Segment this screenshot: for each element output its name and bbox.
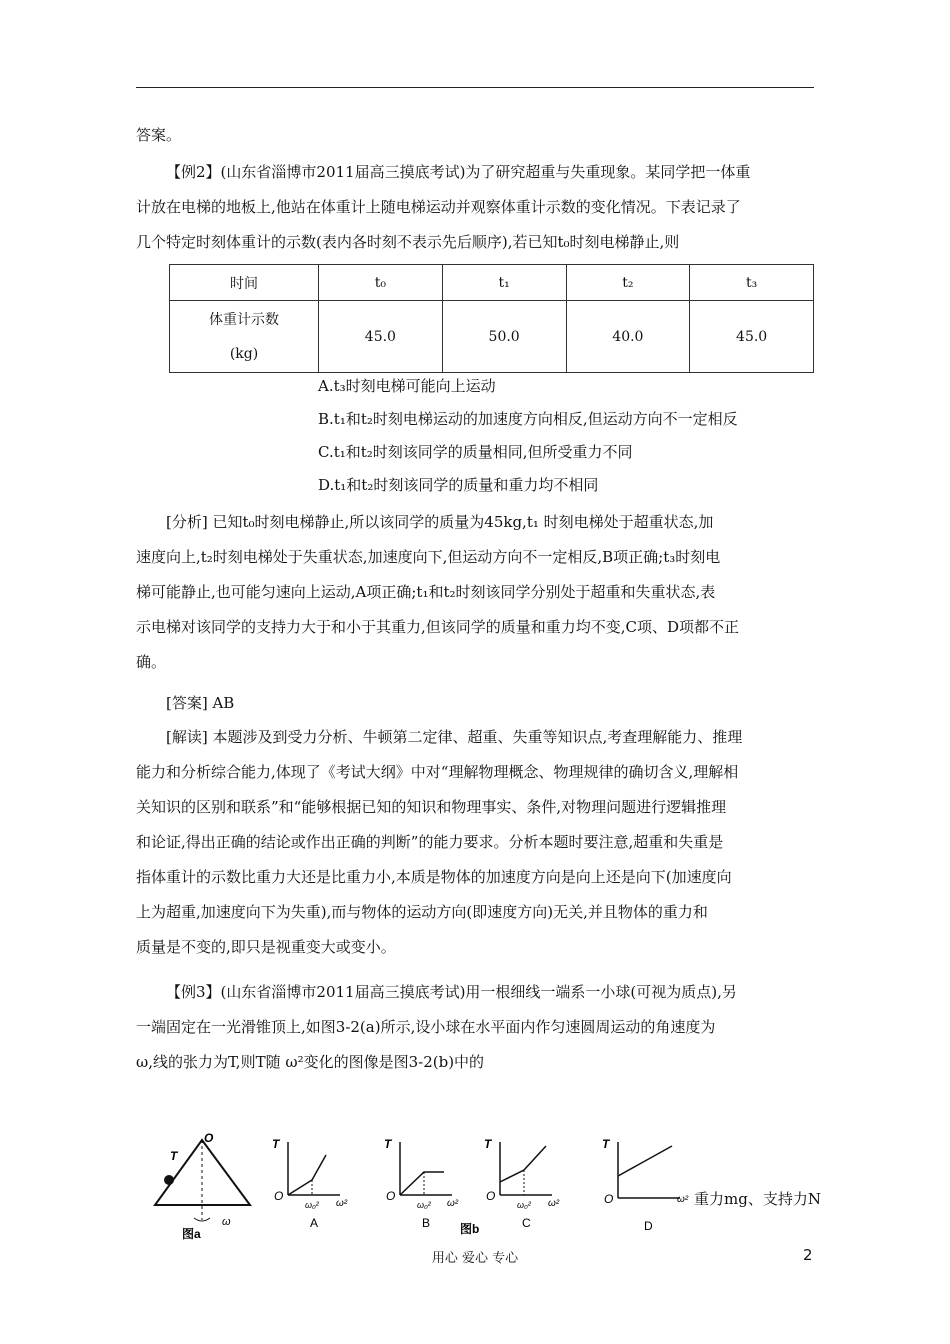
footer-slogan: 用心 爱心 专心	[431, 1251, 519, 1266]
page-number: 2	[803, 1246, 813, 1264]
answer-line: [答案] AB	[166, 694, 235, 712]
example-2-line: 【例2】(山东省淄博市2011届高三摸底考试)为了研究超重与失重现象。某同学把一体重	[166, 163, 751, 181]
fig-b-caption: 图b	[460, 1222, 480, 1236]
option-a: A.t₃时刻电梯可能向上运动	[318, 377, 496, 395]
fig-a-label-O: O	[204, 1131, 214, 1145]
graph-b-T: T	[384, 1137, 392, 1151]
table-time-t2: t₂	[566, 265, 690, 301]
analysis-line: 确。	[136, 653, 167, 671]
graph-a	[288, 1142, 340, 1195]
graph-a-O: O	[274, 1189, 284, 1203]
table-time-t0: t₀	[319, 265, 443, 301]
option-c: C.t₁和t₂时刻该同学的质量相同,但所受重力不同	[318, 443, 633, 461]
graph-b-omega2: ω²	[447, 1198, 459, 1209]
analysis-line: 梯可能静止,也可能匀速向上运动,A项正确;t₁和t₂时刻该同学分别处于超重和失重状态,表	[136, 583, 716, 601]
graph-a-T: T	[272, 1137, 280, 1151]
example-3-text	[136, 975, 814, 1080]
table-header-row	[170, 265, 814, 301]
option-b: B.t₁和t₂时刻电梯运动的加速度方向相反,但运动方向不一定相反	[318, 410, 738, 428]
answer-end-line: 答案。	[136, 126, 182, 144]
analysis-line: 示电梯对该同学的支持力大于和小于其重力,但该同学的质量和重力均不变,C项、D项都不正	[136, 618, 740, 636]
graph-b	[400, 1142, 452, 1195]
table-header-label: 时间	[170, 265, 319, 301]
graph-d-curve	[618, 1146, 672, 1176]
analysis-text	[136, 505, 814, 680]
graph-c-curve	[500, 1146, 546, 1182]
interpretation-line: [解读] 本题涉及到受力分析、牛顿第二定律、超重、失重等知识点,考查理解能力、推理	[166, 728, 743, 746]
graph-d-omega2: ω²	[677, 1194, 689, 1205]
example-3-line: 【例3】(山东省淄博市2011届高三摸底考试)用一根细线一端系一小球(可视为质点),另	[166, 983, 737, 1001]
table-value-t0: 45.0	[319, 301, 443, 373]
graph-c-O: O	[486, 1189, 496, 1203]
graph-a-omega0: ω₀²	[305, 1200, 319, 1210]
example-3-line: 一端固定在一光滑锥顶上,如图3-2(a)所示,设小球在水平面内作匀速圆周运动的角速度为	[136, 1018, 716, 1036]
table-value-t2: 40.0	[566, 301, 690, 373]
graph-c-omega0: ω₀²	[517, 1200, 531, 1210]
fig-a-caption: 图a	[182, 1227, 201, 1241]
graph-b-curve	[400, 1172, 444, 1195]
example-2-line: 计放在电梯的地板上,他站在体重计上随电梯运动并观察体重计示数的变化情况。下表记录了	[136, 198, 741, 216]
fig-a-label-T: T	[170, 1149, 178, 1163]
graph-c	[500, 1142, 552, 1195]
interpretation-line: 和论证,得出正确的结论或作出正确的判断”的能力要求。分析本题时要注意,超重和失重是	[136, 833, 724, 851]
graph-c-T: T	[484, 1137, 492, 1151]
analysis-line: [分析] 已知t₀时刻电梯静止,所以该同学的质量为45kg,t₁ 时刻电梯处于超重状态,加	[166, 513, 714, 531]
header-rule	[136, 87, 814, 88]
table-row-label-line1: 体重计示数	[209, 311, 279, 328]
interpretation-line: 质量是不变的,即只是视重变大或变小。	[136, 938, 396, 956]
option-d: D.t₁和t₂时刻该同学的质量和重力均不相同	[318, 476, 599, 494]
graph-b-omega0: ω₀²	[417, 1200, 431, 1210]
interpretation-line: 指体重计的示数比重力大还是比重力小,本质是物体的加速度方向是向上还是向下(加速度向	[136, 868, 732, 886]
interpretation-line: 关知识的区别和联系”和“能够根据已知的知识和物理事实、条件,对物理问题进行逻辑推理	[136, 798, 727, 816]
weight-scale-table	[169, 264, 814, 373]
interpretation-line: 能力和分析综合能力,体现了《考试大纲》中对“理解物理概念、物理规律的确切含义,理解相	[136, 763, 739, 781]
graph-d-label: D	[644, 1219, 653, 1233]
example-2-text	[136, 155, 814, 260]
graph-d-O: O	[604, 1192, 614, 1206]
table-time-t3: t₃	[690, 265, 814, 301]
overlapping-text-fragment: 重力mg、支持力N	[694, 1190, 821, 1208]
interpretation-text	[136, 720, 814, 965]
example-3-line: ω,线的张力为T,则T随 ω²变化的图像是图3-2(b)中的	[136, 1053, 485, 1071]
graph-c-label: C	[522, 1216, 531, 1230]
interpretation-line: 上为超重,加速度向下为失重),而与物体的运动方向(即速度方向)无关,并且物体的重力和	[136, 903, 708, 921]
graph-a-curve	[288, 1155, 326, 1195]
graph-d	[618, 1142, 680, 1198]
table-row-label	[170, 301, 319, 373]
table-row-label-line2: (kg)	[229, 345, 259, 362]
graph-b-O: O	[386, 1189, 396, 1203]
ball	[164, 1175, 174, 1185]
graph-c-omega2: ω²	[548, 1198, 560, 1209]
graph-b-label: B	[422, 1216, 431, 1230]
example-2-line: 几个特定时刻体重计的示数(表内各时刻不表示先后顺序),若已知t₀时刻电梯静止,则	[136, 233, 680, 251]
graph-d-T: T	[602, 1137, 610, 1151]
table-value-t1: 50.0	[442, 301, 566, 373]
table-time-t1: t₁	[442, 265, 566, 301]
table-value-t3: 45.0	[690, 301, 814, 373]
graph-a-omega2: ω²	[336, 1198, 348, 1209]
graph-a-label: A	[310, 1216, 319, 1230]
analysis-line: 速度向上,t₂时刻电梯处于失重状态,加速度向下,但运动方向不一定相反,B项正确;t₃时刻电	[136, 548, 721, 566]
table-value-row	[170, 301, 814, 373]
fig-a-label-omega: ω	[222, 1216, 231, 1228]
